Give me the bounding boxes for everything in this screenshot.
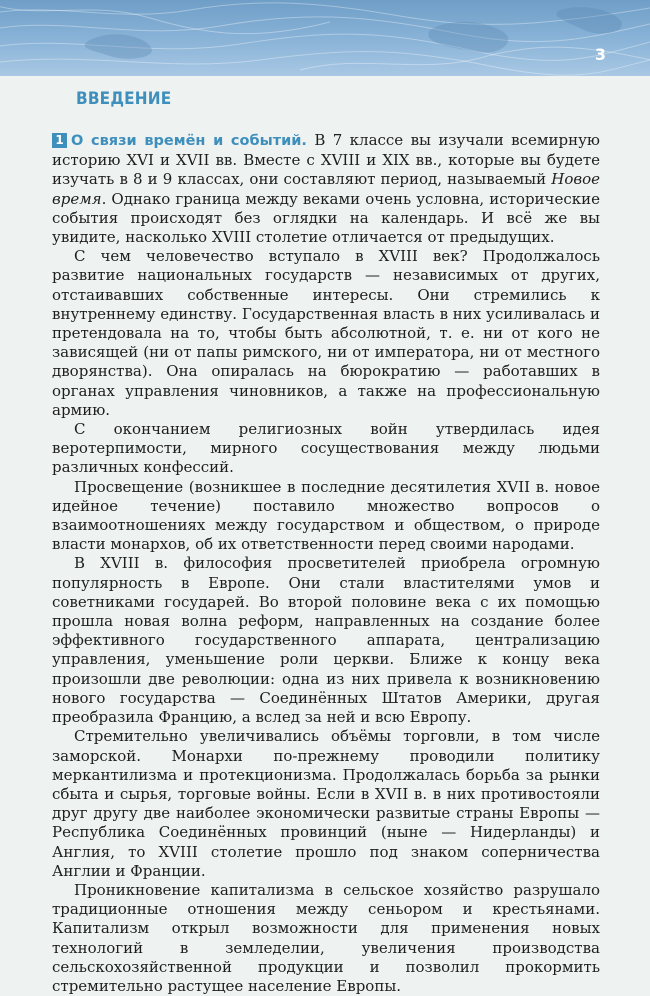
paragraph-philosophy: В XVIII в. философия просветителей приобрела огромную популярность в Европе. Они стали властителями умов и советниками государей. Во второй половине века с их помощью прошла новая волна реформ, направленных на создание более эффективного государственного аппарата, централизацию управления, уменьшение роли церкви. Ближе к концу века произошли две революции: одна из них привела к возникновению нового государства — Соединённых Штатов Америки, другая преобразила Францию, а вслед за ней и всю Европу.	[52, 554, 600, 727]
paragraph-tolerance: С окончанием религиозных войн утвердилась идея веротерпимости, мирного сосуществования между людьми различных конфессий.	[52, 420, 600, 477]
paragraph-trade: Стремительно увеличивались объёмы торговли, в том числе заморской. Монархи по-прежнему проводили политику меркантилизма и протекционизма. Продолжалась борьба за рынки сбыта и сырья, торговые войны. Если в XVII в. в них противостояли друг другу две наиболее экономически развитые страны Европы — Республика Соединённых провинций (ныне — Нидерланды) и Англия, то XVIII столетие прошло под знаком соперничества Англии и Франции.	[52, 727, 600, 880]
section-title: О связи времён и событий.	[71, 133, 307, 149]
text-body	[52, 131, 600, 996]
intro-text-end: . Однако граница между веками очень условна, исторические события происходят без оглядки на календарь. И всё же вы увидите, насколько XVIII столетие отличается от предыдущих.	[52, 189, 600, 247]
paragraph-states: С чем человечество вступало в XVIII век? Продолжалось развитие национальных государств — независимых от других, отстаивавших собственные интересы. Они стремились к внутреннему единству. Государственная власть в них усиливалась и претендовала на то, чтобы быть абсолютной, т. е. ни от кого не зависящей (ни от папы римского, ни от императора, ни от местного дворянства). Она опиралась на бюрократию — работавших в органах управления чиновников, а также на профессиональную армию.	[52, 247, 600, 419]
page-heading: ВВЕДЕНИЕ	[76, 89, 172, 109]
paragraph-enlightenment: Просвещение (возникшее в последние десятилетия XVII в. новое идейное течение) поставило множество вопросов о взаимоотношениях между государством и обществом, о природе власти монархов, об их ответственности перед своими народами.	[52, 477, 600, 554]
header-banner	[0, 0, 650, 76]
section-number-badge: 1	[52, 133, 67, 148]
section-intro	[52, 131, 600, 247]
map-texture	[0, 0, 650, 76]
intro-text: В 7 классе вы изучали всемирную историю XVI и XVII вв. Вместе с XVIII и XIX вв., которые вы будете изучать в 8 и 9 классах, они составляют период, называемый	[52, 131, 600, 189]
intro-italic-term: Новое время	[52, 170, 600, 208]
paragraph-capitalism: Проникновение капитализма в сельское хозяйство разрушало традиционные отношения между сеньором и крестьянами. Капитализм открыл возможности для применения новых технологий в земледелии, увеличения производства сельскохозяйственной продукции и позволил прокормить стремительно растущее население Европы.	[52, 880, 600, 995]
page-number: 3	[594, 45, 606, 64]
